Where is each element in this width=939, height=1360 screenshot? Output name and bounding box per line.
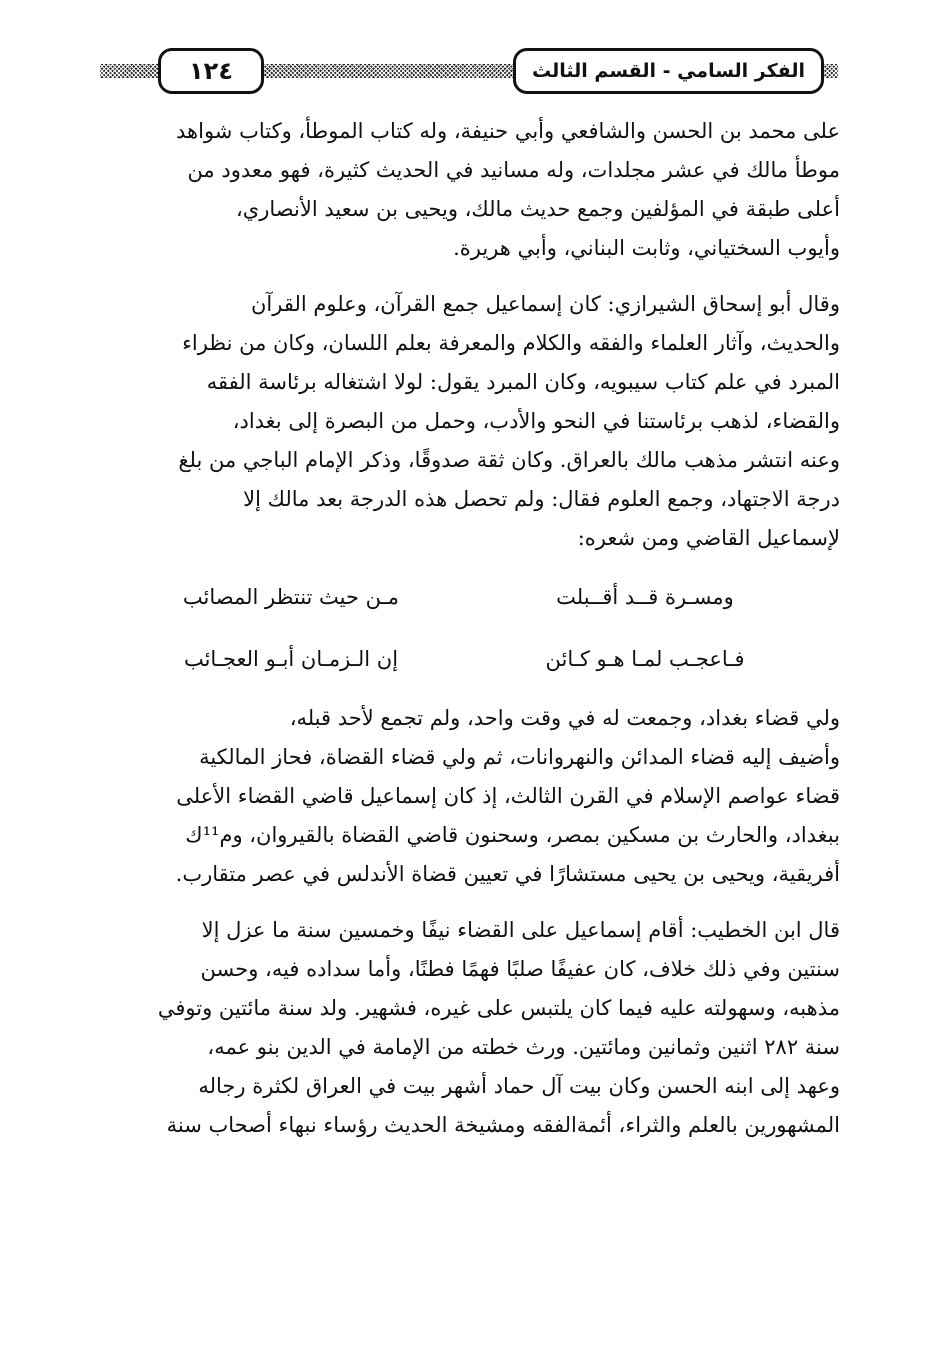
page-body	[96, 112, 840, 1162]
poem	[96, 575, 840, 681]
paragraph-3	[96, 699, 840, 894]
text-line: سنة ٢٨٢ اثنين وثمانين ومائتين. ورث خطته من الإمامة في الدين بنو عمه،	[207, 1035, 840, 1059]
text-line: مذهبه، وسهولته عليه فيما كان يلتبس على غيره، فشهير. ولد سنة مائتين وتوفي	[157, 996, 840, 1020]
text-line: وأضيف إليه قضاء المدائن والنهروانات، ثم ولي قضاء القضاة، فحاز المالكية	[199, 745, 840, 769]
text-line: وعهد إلى ابنه الحسن وكان بيت آل حماد أشهر بيت في العراق لكثرة رجاله	[198, 1074, 840, 1098]
paragraph-1	[96, 112, 840, 268]
running-title: الفكر السامي - القسم الثالث	[513, 48, 824, 94]
poem-verse	[96, 575, 840, 619]
text-line: ولي قضاء بغداد، وجمعت له في وقت واحد، ولم تجمع لأحد قبله،	[289, 706, 840, 730]
text-line: والحديث، وآثار العلماء والفقه والكلام والمعرفة بعلم اللسان، وكان من نظراء	[182, 331, 840, 355]
verse-first-half: ومسـرة قــد أقــبلت	[556, 585, 734, 609]
verse-second-half: مـن حيث تنتظر المصائب	[182, 585, 400, 609]
text-line: أعلى طبقة في المؤلفين وجمع حديث مالك، ويحيى بن سعيد الأنصاري،	[236, 197, 840, 221]
text-line: على محمد بن الحسن والشافعي وأبي حنيفة، وله كتاب الموطأ، وكتاب شواهد	[176, 119, 840, 143]
poem-verse	[96, 637, 840, 681]
text-line: لإسماعيل القاضي ومن شعره:	[577, 526, 840, 550]
text-line: سنتين وفي ذلك خلاف، كان عفيفًا صلبًا فهمًا فطنًا، وأما سداده فيه، وحسن	[200, 957, 840, 981]
page-number: ١٢٤	[158, 48, 264, 94]
text-line: وقال أبو إسحاق الشيرازي: كان إسماعيل جمع القرآن، وعلوم القرآن	[250, 292, 840, 316]
paragraph-2	[96, 285, 840, 558]
text-line: وأيوب السختياني، وثابت البناني، وأبي هريرة.	[453, 236, 840, 260]
paragraph-4	[96, 911, 840, 1145]
text-line: موطأ مالك في عشر مجلدات، وله مسانيد في الحديث كثيرة، فهو معدود من	[187, 158, 840, 182]
text-line: درجة الاجتهاد، وجمع العلوم فقال: ولم تحصل هذه الدرجة بعد مالك إلا	[243, 487, 840, 511]
text-line: قال ابن الخطيب: أقام إسماعيل على القضاء نيفًا وخمسين سنة ما عزل إلا	[201, 918, 840, 942]
text-line: المبرد في علم كتاب سيبويه، وكان المبرد يقول: لولا اشتغاله برئاسة الفقه	[206, 370, 840, 394]
text-line: ببغداد، والحارث بن مسكين بمصر، وسحنون قاضي القضاة بالقيروان، وم¹¹ك	[185, 823, 840, 847]
page-header	[100, 44, 838, 92]
text-line: المشهورين بالعلم والثراء، أئمةالفقه ومشيخة الحديث رؤساء نبهاء أصحاب سنة	[166, 1113, 840, 1137]
verse-first-half: فـاعجـب لمـا هـو كـائن	[545, 647, 745, 671]
text-line: قضاء عواصم الإسلام في القرن الثالث، إذ كان إسماعيل قاضي القضاء الأعلى	[176, 784, 840, 808]
text-line: أفريقية، ويحيى بن يحيى مستشارًا في تعيين قضاة الأندلس في عصر متقارب.	[175, 862, 840, 886]
verse-second-half: إن الـزمـان أبـو العجـائب	[183, 647, 399, 671]
text-line: وعنه انتشر مذهب مالك بالعراق. وكان ثقة صدوقًا، وذكر الإمام الباجي من بلغ	[178, 448, 840, 472]
text-line: والقضاء، لذهب برئاستنا في النحو والأدب، وحمل من البصرة إلى بغداد،	[232, 409, 840, 433]
